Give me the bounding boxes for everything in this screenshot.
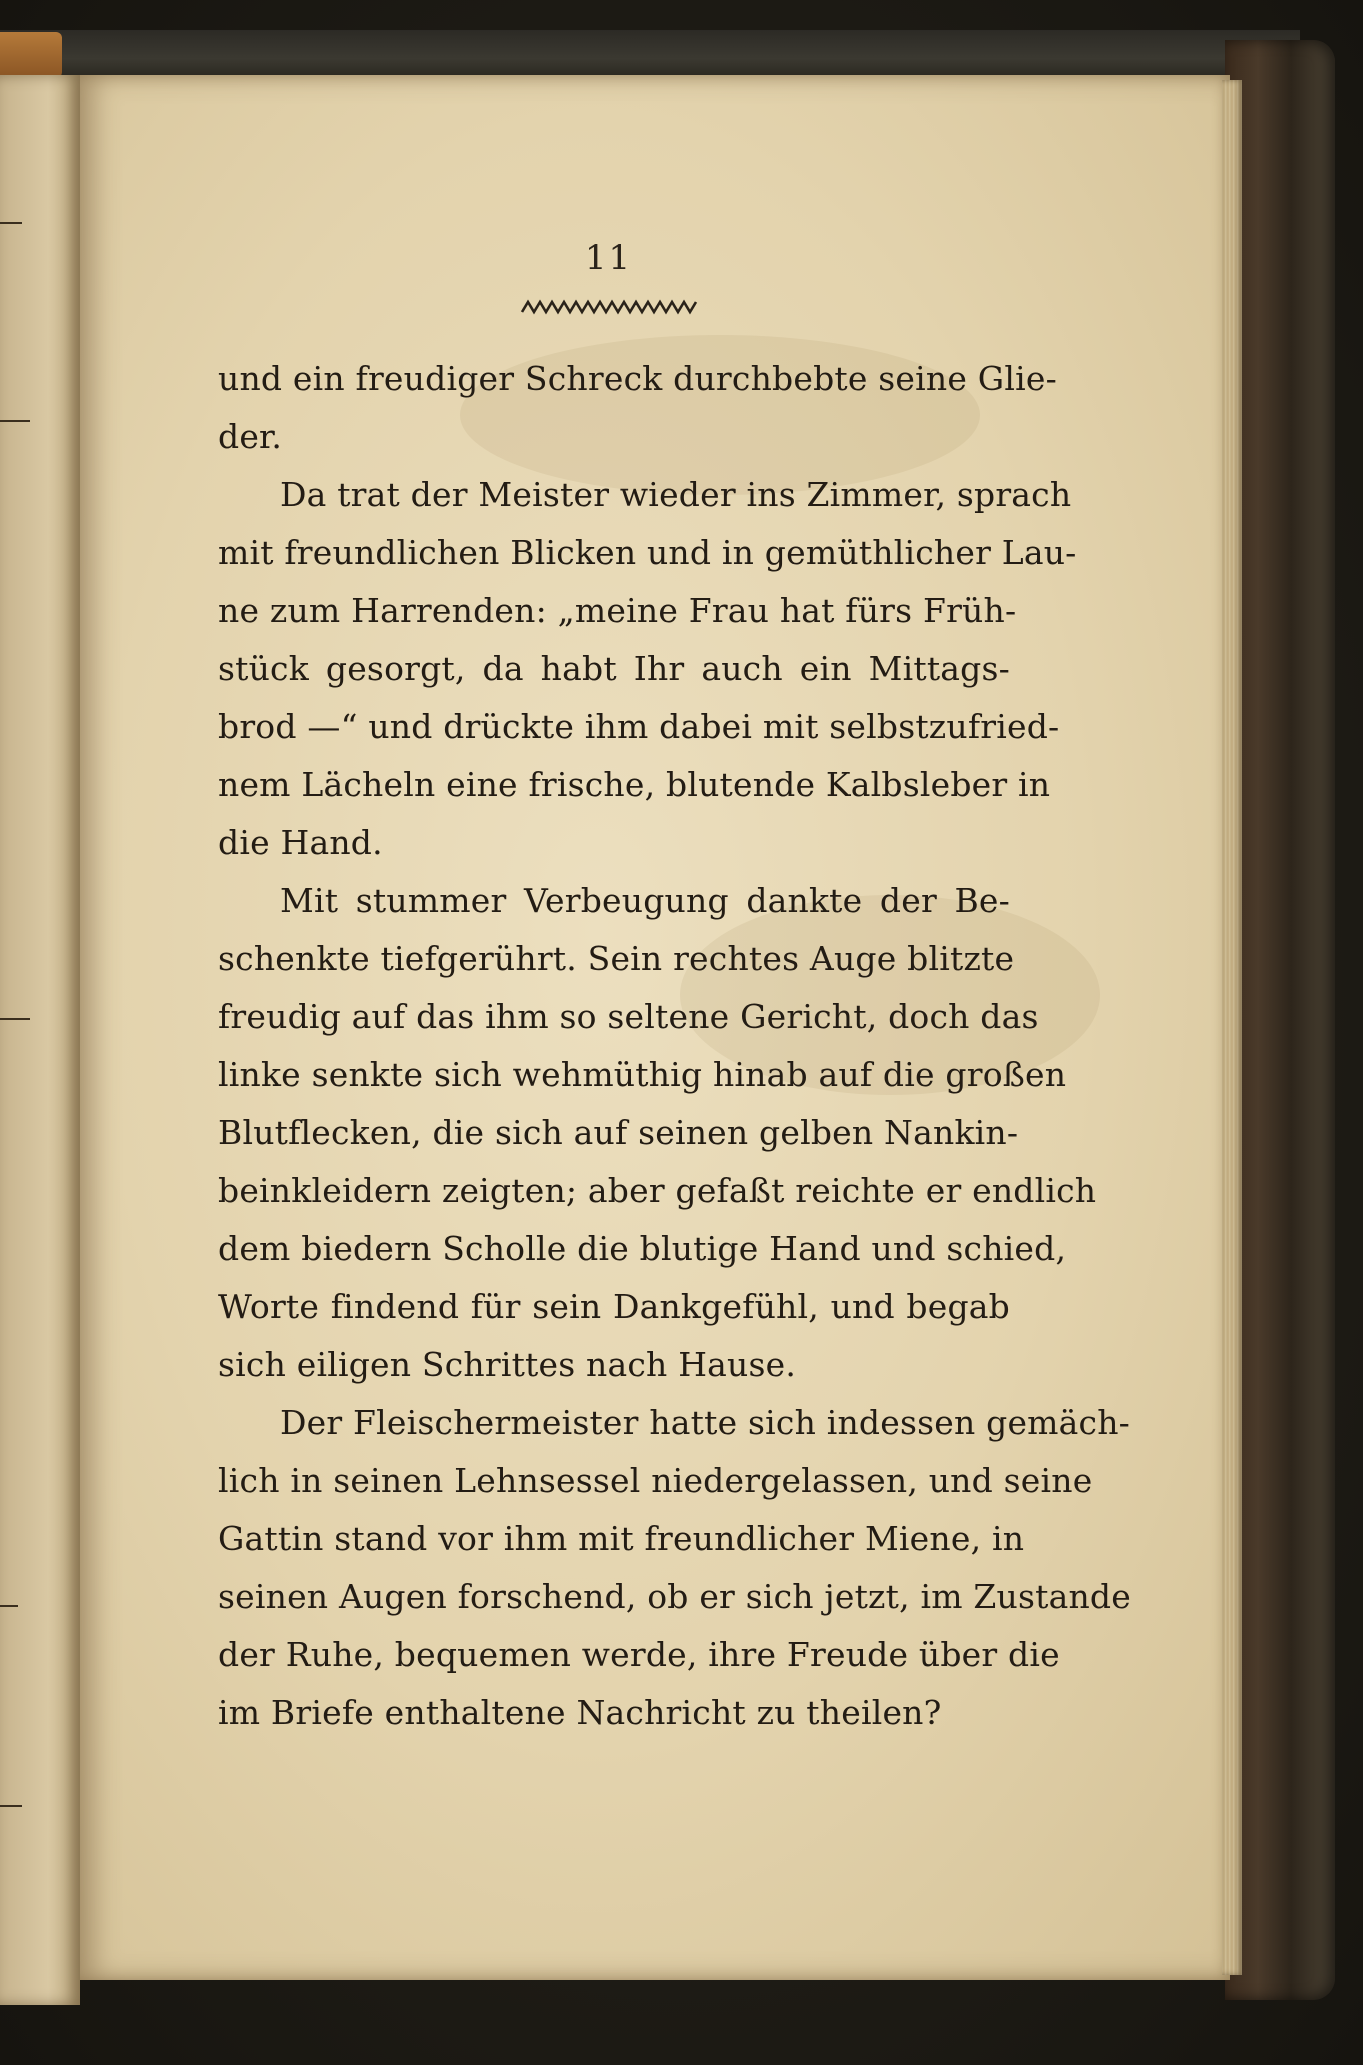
book-cover-top	[0, 30, 1300, 78]
text-line: Mit stummer Verbeugung dankte der Be-	[280, 881, 1010, 920]
left-page-mark	[0, 1605, 18, 1607]
text-line: der Ruhe, bequemen werde, ihre Freude über die	[218, 1635, 1060, 1674]
text-line: schenkte tiefgerührt. Sein rechtes Auge blitzte	[218, 939, 1015, 978]
text-line: nem Lächeln eine frische, blutende Kalbsleber in	[218, 765, 1051, 804]
left-page-mark	[0, 222, 22, 224]
left-page-mark	[0, 1805, 22, 1807]
text-line: Blutflecken, die sich auf seinen gelben Nankin-	[218, 1113, 1019, 1152]
page-number-text: 11	[584, 238, 633, 278]
text-line: freudig auf das ihm so seltene Gericht, doch das	[218, 997, 1039, 1036]
text-line: seinen Augen forschend, ob er sich jetzt, im Zustande	[218, 1577, 1131, 1616]
text-line: dem biedern Scholle die blutige Hand und schied,	[218, 1229, 1067, 1268]
wave-ornament	[520, 298, 700, 316]
left-page-mark	[0, 420, 30, 422]
left-page-mark	[0, 1018, 30, 1020]
text-line: mit freundlichen Blicken und in gemüthlicher Lau-	[218, 533, 1077, 572]
text-line: Worte findend für sein Dankgefühl, und begab	[218, 1287, 1010, 1326]
text-line: und ein freudiger Schreck durchbebte seine Glie-	[218, 359, 1057, 398]
text-line: beinkleidern zeigten; aber gefaßt reichte er endlich	[218, 1171, 1097, 1210]
text-line: sich eiligen Schrittes nach Hause.	[218, 1345, 797, 1384]
text-line: brod —“ und drückte ihm dabei mit selbstzufried-	[218, 707, 1060, 746]
text-line: im Briefe enthaltene Nachricht zu theilen?	[218, 1693, 942, 1732]
page-edge-stack	[1222, 80, 1242, 1975]
book-corner	[0, 32, 62, 78]
text-line: linke senkte sich wehmüthig hinab auf die großen	[218, 1055, 1067, 1094]
text-line: stück gesorgt, da habt Ihr auch ein Mittags-	[218, 649, 1010, 688]
text-line: der.	[218, 417, 283, 456]
text-line: lich in seinen Lehnsessel niedergelassen, und seine	[218, 1461, 1093, 1500]
text-line: Da trat der Meister wieder ins Zimmer, sprach	[280, 475, 1072, 514]
text-line: Gattin stand vor ihm mit freundlicher Miene, in	[218, 1519, 1025, 1558]
left-page-edge	[0, 75, 80, 2005]
text-line: ne zum Harrenden: „meine Frau hat fürs Früh-	[218, 591, 1017, 630]
text-line: die Hand.	[218, 823, 383, 862]
text-line: Der Fleischermeister hatte sich indessen gemäch-	[280, 1403, 1131, 1442]
page-number	[0, 238, 1363, 278]
